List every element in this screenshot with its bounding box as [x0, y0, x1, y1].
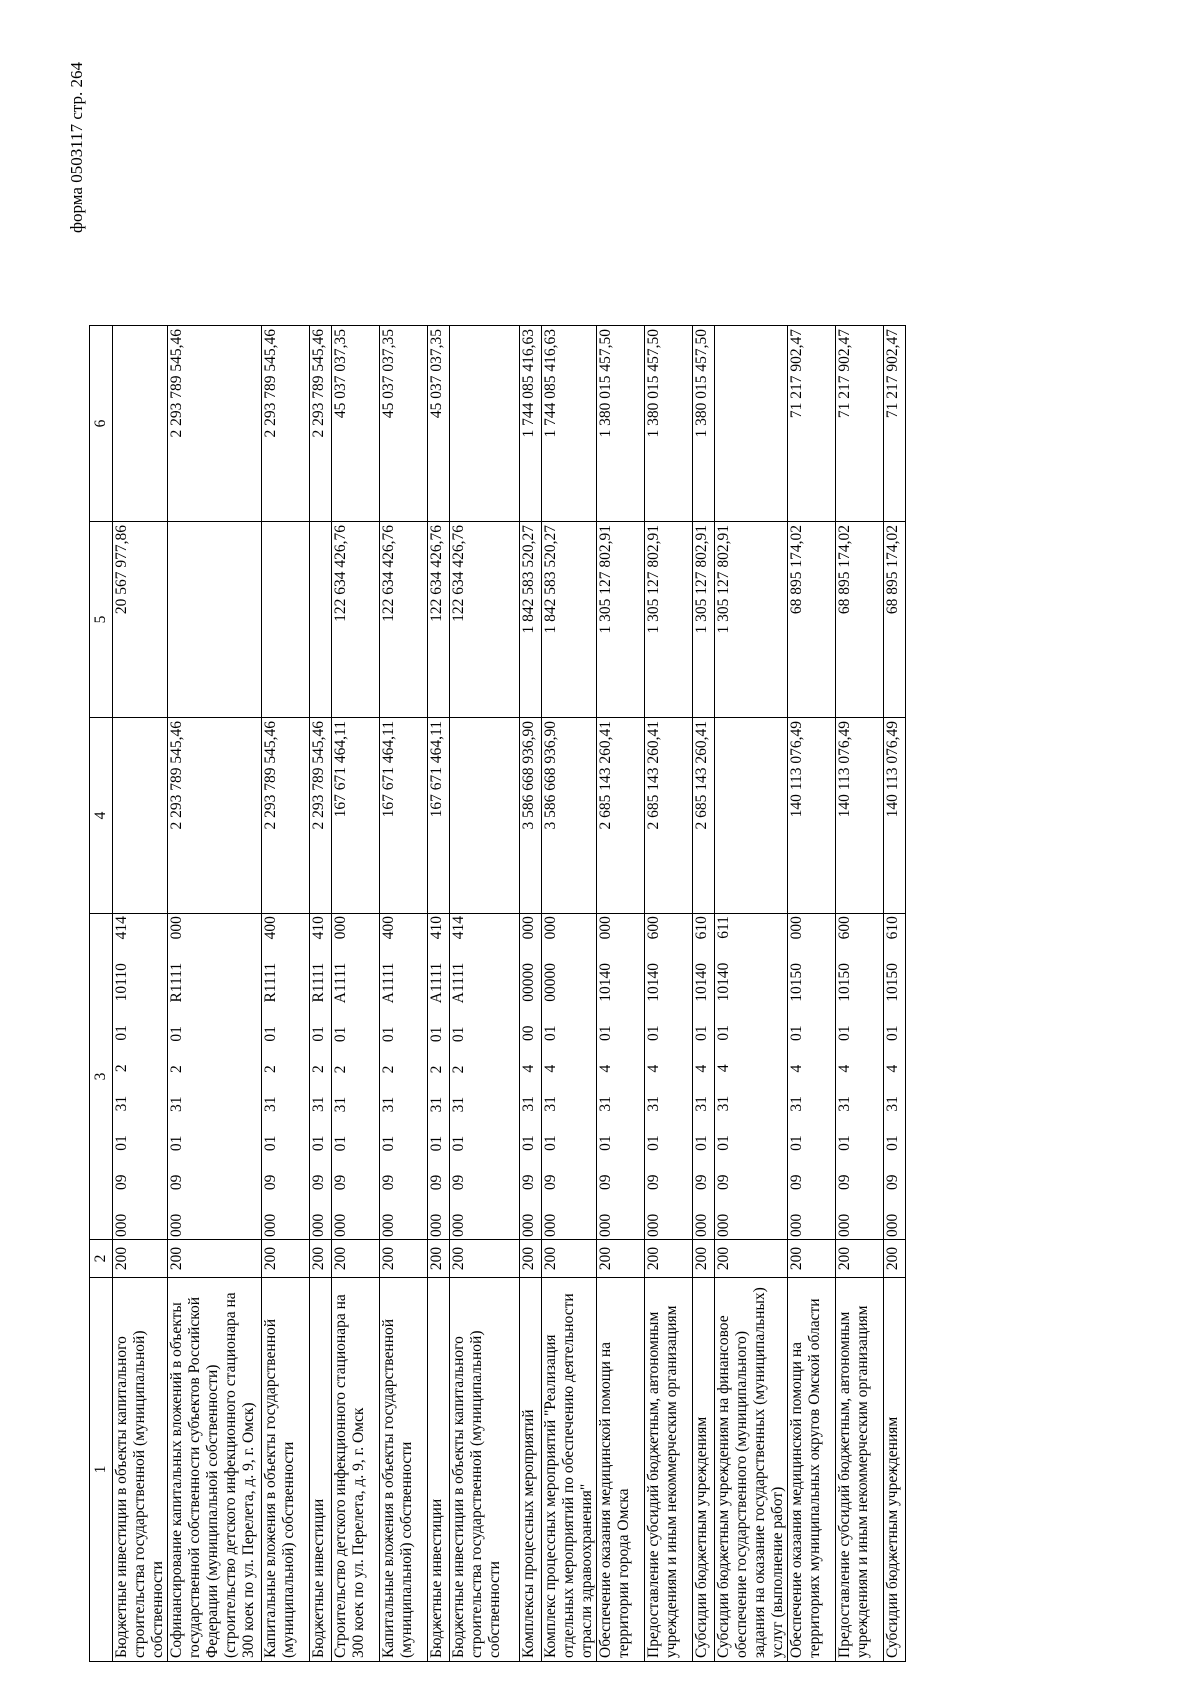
budget-code-part: 09: [645, 1174, 662, 1191]
budget-code-part: 31: [884, 1096, 901, 1112]
column-header-row: [90, 326, 113, 1662]
budget-code-part: 31: [693, 1096, 710, 1112]
row-approved-cell: 3 586 668 936,90: [542, 718, 597, 914]
budget-code-part: 01: [168, 1026, 185, 1042]
row-unexecuted-cell: 2 293 789 545,46: [310, 326, 332, 522]
budget-code-part: 31: [262, 1096, 279, 1113]
budget-code-part: 000: [168, 1213, 185, 1237]
budget-code: [884, 916, 902, 1237]
row-name-cell: Субсидии бюджетным учреждениям на финансовое обеспечение государственного (муниципального) задания на оказание государственных (муниципальных) услуг (выполнение работ): [715, 1278, 788, 1662]
budget-code-part: 31: [645, 1096, 662, 1112]
row-unexecuted-cell: [450, 326, 520, 522]
row-unexecuted-cell: 71 217 902,47: [884, 326, 906, 522]
row-approved-cell: 167 671 464,11: [332, 718, 380, 914]
budget-code-part: 09: [450, 1174, 467, 1191]
budget-code-part: 09: [332, 1174, 349, 1191]
budget-code-part: 000: [597, 1213, 614, 1237]
table-row: [884, 326, 906, 1662]
row-line-code-cell: 200: [836, 1240, 884, 1278]
row-approved-cell: [113, 718, 168, 914]
budget-code-part: 31: [450, 1096, 467, 1113]
budget-code: [788, 916, 806, 1237]
budget-code-part: 01: [836, 1025, 853, 1041]
budget-code-part: A1111: [332, 962, 349, 1004]
budget-code-part: 000: [542, 916, 559, 940]
budget-code-part: 10140: [597, 963, 614, 1002]
row-name-cell: Комплекс процессных мероприятий "Реализация отдельных мероприятий по обеспечению деятельности отрасли здравоохранения": [542, 1278, 597, 1662]
row-approved-cell: 140 113 076,49: [884, 718, 906, 914]
row-executed-cell: 68 895 174,02: [788, 522, 836, 718]
budget-code-part: A1111: [428, 962, 445, 1004]
budget-code-part: 01: [520, 1135, 537, 1151]
row-budget-code-cell: [715, 914, 788, 1240]
budget-code-part: 01: [262, 1026, 279, 1042]
budget-code-part: 10110: [113, 963, 130, 1002]
row-approved-cell: 167 671 464,11: [380, 718, 428, 914]
budget-code-part: 01: [310, 1026, 327, 1042]
budget-code-part: 01: [836, 1135, 853, 1151]
budget-code-part: 000: [428, 1213, 445, 1237]
budget-code-part: 31: [597, 1096, 614, 1112]
budget-code-part: 400: [380, 916, 397, 940]
table-row: [597, 326, 645, 1662]
row-unexecuted-cell: 45 037 037,35: [380, 326, 428, 522]
budget-code-part: A1111: [380, 962, 397, 1004]
budget-code-part: 000: [836, 1213, 853, 1237]
budget-code-part: 2: [428, 1065, 445, 1074]
row-executed-cell: 1 305 127 802,91: [693, 522, 715, 718]
budget-code-part: 414: [450, 916, 467, 940]
budget-code-part: 09: [113, 1174, 130, 1190]
budget-code-part: 01: [597, 1025, 614, 1041]
row-budget-code-cell: [836, 914, 884, 1240]
budget-code-part: 09: [310, 1174, 327, 1191]
row-unexecuted-cell: 1 380 015 457,50: [597, 326, 645, 522]
row-unexecuted-cell: 2 293 789 545,46: [168, 326, 262, 522]
budget-code-part: 000: [113, 1213, 130, 1237]
budget-code-part: 611: [715, 916, 732, 939]
budget-code-part: 000: [884, 1213, 901, 1237]
row-name-cell: Бюджетные инвестиции: [310, 1278, 332, 1662]
row-executed-cell: 68 895 174,02: [884, 522, 906, 718]
table-row: [693, 326, 715, 1662]
row-name-cell: Бюджетные инвестиции: [428, 1278, 450, 1662]
budget-code: [262, 916, 280, 1237]
budget-code-part: 4: [715, 1064, 732, 1073]
row-line-code-cell: 200: [788, 1240, 836, 1278]
budget-code: [520, 916, 538, 1237]
budget-code-part: 2: [113, 1064, 130, 1073]
row-approved-cell: 167 671 464,11: [428, 718, 450, 914]
row-line-code-cell: 200: [262, 1240, 310, 1278]
budget-code: [597, 916, 615, 1237]
budget-code-part: 01: [332, 1026, 349, 1043]
row-name-cell: Капитальные вложения в объекты государственной (муниципальной) собственности: [262, 1278, 310, 1662]
row-line-code-cell: 200: [168, 1240, 262, 1278]
form-label: форма 0503117 стр. 264: [67, 62, 86, 233]
row-approved-cell: 3 586 668 936,90: [520, 718, 542, 914]
budget-code-part: 410: [310, 916, 327, 940]
budget-code-part: 610: [884, 916, 901, 940]
budget-code-part: 000: [693, 1213, 710, 1237]
row-budget-code-cell: [310, 914, 332, 1240]
budget-code-part: 31: [788, 1096, 805, 1112]
row-name-cell: Капитальные вложения в объекты государственной (муниципальной) собственности: [380, 1278, 428, 1662]
row-line-code-cell: 200: [715, 1240, 788, 1278]
budget-code-part: 09: [262, 1174, 279, 1191]
budget-code-part: 600: [836, 916, 853, 940]
budget-code-part: 410: [428, 916, 445, 940]
budget-code-part: 610: [693, 916, 710, 940]
row-unexecuted-cell: 2 293 789 545,46: [262, 326, 310, 522]
table-row: [520, 326, 542, 1662]
budget-code-part: 4: [836, 1064, 853, 1073]
budget-code: [715, 916, 733, 1237]
budget-code-part: 09: [788, 1174, 805, 1191]
budget-code-part: 09: [520, 1174, 537, 1191]
row-line-code-cell: 200: [310, 1240, 332, 1278]
budget-code-part: R1111: [310, 962, 327, 1003]
budget-code: [380, 916, 398, 1237]
row-approved-cell: 140 113 076,49: [788, 718, 836, 914]
row-budget-code-cell: [450, 914, 520, 1240]
row-budget-code-cell: [520, 914, 542, 1240]
budget-code-part: 01: [113, 1025, 130, 1041]
budget-code-part: 2: [332, 1065, 349, 1074]
row-executed-cell: 20 567 977,86: [113, 522, 168, 718]
budget-code-part: 000: [450, 1213, 467, 1237]
table-row: [645, 326, 693, 1662]
row-approved-cell: 2 685 143 260,41: [645, 718, 693, 914]
row-executed-cell: [168, 522, 262, 718]
budget-code: [168, 916, 186, 1237]
budget-code-part: 4: [788, 1064, 805, 1073]
budget-code-part: 000: [332, 916, 349, 940]
budget-code-part: 000: [542, 1213, 559, 1237]
row-approved-cell: 140 113 076,49: [836, 718, 884, 914]
budget-code-part: 01: [113, 1135, 130, 1151]
budget-code-part: 01: [693, 1025, 710, 1041]
budget-code-part: 31: [168, 1096, 185, 1113]
row-unexecuted-cell: [113, 326, 168, 522]
budget-code-part: 09: [597, 1174, 614, 1191]
table-row: [836, 326, 884, 1662]
row-unexecuted-cell: 45 037 037,35: [332, 326, 380, 522]
row-name-cell: Субсидии бюджетным учреждениям: [693, 1278, 715, 1662]
budget-code-part: 4: [542, 1064, 559, 1073]
row-budget-code-cell: [168, 914, 262, 1240]
budget-code-part: 09: [542, 1174, 559, 1191]
budget-code-part: 31: [310, 1096, 327, 1113]
budget-code-part: 01: [884, 1025, 901, 1041]
budget-code-part: 400: [262, 916, 279, 940]
table-body: [113, 326, 906, 1662]
table-row: [715, 326, 788, 1662]
budget-code-part: R1111: [168, 962, 185, 1003]
budget-code-part: 10140: [693, 963, 710, 1002]
budget-code-part: 01: [332, 1135, 349, 1152]
budget-code-part: 01: [597, 1135, 614, 1151]
budget-code-part: 01: [645, 1025, 662, 1041]
budget-code-part: 00000: [542, 963, 559, 1002]
row-approved-cell: 2 293 789 545,46: [262, 718, 310, 914]
budget-code: [542, 916, 560, 1237]
row-budget-code-cell: [113, 914, 168, 1240]
row-line-code-cell: 200: [645, 1240, 693, 1278]
row-line-code-cell: 200: [693, 1240, 715, 1278]
budget-code-part: 01: [788, 1025, 805, 1041]
budget-code-part: 01: [884, 1135, 901, 1151]
budget-code-part: 01: [428, 1026, 445, 1043]
budget-code-part: 01: [450, 1135, 467, 1152]
budget-code-part: 600: [645, 916, 662, 940]
budget-code-part: 01: [380, 1135, 397, 1152]
row-executed-cell: 122 634 426,76: [380, 522, 428, 718]
row-executed-cell: 1 305 127 802,91: [597, 522, 645, 718]
budget-code-part: 10140: [645, 963, 662, 1002]
budget-code: [332, 916, 350, 1237]
row-line-code-cell: 200: [380, 1240, 428, 1278]
row-line-code-cell: 200: [884, 1240, 906, 1278]
row-unexecuted-cell: 45 037 037,35: [428, 326, 450, 522]
row-approved-cell: 2 685 143 260,41: [597, 718, 645, 914]
budget-code: [450, 916, 468, 1237]
row-budget-code-cell: [597, 914, 645, 1240]
budget-code-part: 09: [380, 1174, 397, 1191]
table-row: [380, 326, 428, 1662]
row-executed-cell: [262, 522, 310, 718]
table-row: [113, 326, 168, 1662]
budget-code-part: 00000: [520, 963, 537, 1002]
row-unexecuted-cell: 1 744 085 416,63: [542, 326, 597, 522]
budget-code-part: 01: [428, 1135, 445, 1152]
row-line-code-cell: 200: [542, 1240, 597, 1278]
row-budget-code-cell: [380, 914, 428, 1240]
table-row: [262, 326, 310, 1662]
row-approved-cell: [715, 718, 788, 914]
row-budget-code-cell: [645, 914, 693, 1240]
table-row: [168, 326, 262, 1662]
row-approved-cell: 2 293 789 545,46: [310, 718, 332, 914]
row-unexecuted-cell: 1 380 015 457,50: [693, 326, 715, 522]
table-row: [788, 326, 836, 1662]
budget-code-part: 09: [428, 1174, 445, 1191]
row-line-code-cell: 200: [113, 1240, 168, 1278]
budget-code-part: 01: [542, 1025, 559, 1041]
budget-code-part: 31: [836, 1096, 853, 1112]
row-name-cell: Обеспечение оказания медицинской помощи на территориях муниципальных округов Омской области: [788, 1278, 836, 1662]
column-header: 3: [90, 914, 113, 1240]
rotated-landscape-sheet: [69, 62, 1169, 1662]
budget-code-part: 00: [520, 1025, 537, 1041]
budget-code: [693, 916, 711, 1237]
row-executed-cell: 68 895 174,02: [836, 522, 884, 718]
row-name-cell: Предоставление субсидий бюджетным, автономным учреждениям и иным некоммерческим организациям: [645, 1278, 693, 1662]
budget-code-part: 10150: [884, 963, 901, 1002]
row-budget-code-cell: [788, 914, 836, 1240]
budget-code-part: 4: [884, 1064, 901, 1073]
budget-code-part: 2: [450, 1065, 467, 1074]
row-approved-cell: [450, 718, 520, 914]
budget-code-part: 01: [715, 1025, 732, 1041]
row-budget-code-cell: [262, 914, 310, 1240]
row-unexecuted-cell: 71 217 902,47: [788, 326, 836, 522]
row-unexecuted-cell: 1 380 015 457,50: [645, 326, 693, 522]
budget-code-part: 31: [332, 1096, 349, 1113]
budget-code-part: A1111: [450, 962, 467, 1004]
budget-code-part: 09: [693, 1174, 710, 1191]
row-name-cell: Субсидии бюджетным учреждениям: [884, 1278, 906, 1662]
budget-code-part: 01: [788, 1135, 805, 1151]
budget-code-part: 000: [520, 916, 537, 940]
budget-code-part: 31: [542, 1096, 559, 1112]
row-line-code-cell: 200: [428, 1240, 450, 1278]
row-name-cell: Предоставление субсидий бюджетным, автономным учреждениям и иным некоммерческим организациям: [836, 1278, 884, 1662]
table-row: [542, 326, 597, 1662]
budget-code-part: 4: [597, 1064, 614, 1073]
row-executed-cell: 1 842 583 520,27: [520, 522, 542, 718]
row-name-cell: Софинансирование капитальных вложений в объекты государственной собственности субъектов Российской Федерации (муниципальной собственности) (строительство детского инфекционного стационара на 300 коек по ул. Перелета, д. 9, г. Омск): [168, 1278, 262, 1662]
budget-code-part: 000: [788, 1213, 805, 1237]
budget-code-part: 31: [113, 1095, 130, 1112]
row-line-code-cell: 200: [520, 1240, 542, 1278]
row-unexecuted-cell: 71 217 902,47: [836, 326, 884, 522]
column-header: 2: [90, 1240, 113, 1278]
budget-code-part: 09: [715, 1174, 732, 1190]
row-name-cell: Бюджетные инвестиции в объекты капитального строительства государственной (муниципальной) собственности: [113, 1278, 168, 1662]
row-budget-code-cell: [693, 914, 715, 1240]
budget-code-part: 4: [520, 1064, 537, 1073]
row-executed-cell: 1 305 127 802,91: [645, 522, 693, 718]
row-executed-cell: [310, 522, 332, 718]
budget-code-part: 01: [645, 1135, 662, 1151]
row-name-cell: Бюджетные инвестиции в объекты капитального строительства государственной (муниципальной) собственности: [450, 1278, 520, 1662]
budget-code-part: 01: [693, 1135, 710, 1151]
budget-code-part: 000: [310, 1213, 327, 1237]
row-executed-cell: 122 634 426,76: [450, 522, 520, 718]
budget-code-part: 09: [836, 1174, 853, 1191]
budget-code-part: 01: [262, 1135, 279, 1152]
budget-code-part: 414: [113, 916, 130, 940]
row-name-cell: Обеспечение оказания медицинской помощи на территории города Омска: [597, 1278, 645, 1662]
row-executed-cell: 122 634 426,76: [428, 522, 450, 718]
row-unexecuted-cell: 1 744 085 416,63: [520, 326, 542, 522]
budget-code: [113, 916, 131, 1237]
row-executed-cell: 122 634 426,76: [332, 522, 380, 718]
budget-code-part: 2: [262, 1065, 279, 1073]
column-header: 6: [90, 326, 113, 522]
budget-code-part: 000: [520, 1213, 537, 1237]
table-row: [310, 326, 332, 1662]
budget-code-part: 4: [645, 1064, 662, 1073]
budget-code: [645, 916, 663, 1237]
budget-code-part: 09: [884, 1174, 901, 1191]
budget-code-part: 2: [380, 1065, 397, 1074]
budget-code-part: 01: [450, 1026, 467, 1043]
row-executed-cell: 1 305 127 802,91: [715, 522, 788, 718]
row-approved-cell: 2 685 143 260,41: [693, 718, 715, 914]
row-budget-code-cell: [428, 914, 450, 1240]
row-name-cell: Комплексы процессных мероприятий: [520, 1278, 542, 1662]
budget-code-part: 01: [715, 1135, 732, 1151]
budget-code: [310, 916, 328, 1237]
budget-code-part: 01: [542, 1135, 559, 1151]
budget-code-part: 31: [380, 1096, 397, 1113]
budget-code-part: 09: [168, 1174, 185, 1191]
budget-code-part: 01: [168, 1135, 185, 1152]
row-approved-cell: 2 293 789 545,46: [168, 718, 262, 914]
budget-code-part: 000: [262, 1213, 279, 1237]
row-line-code-cell: 200: [332, 1240, 380, 1278]
row-budget-code-cell: [332, 914, 380, 1240]
budget-code-part: R1111: [262, 962, 279, 1003]
budget-code-part: 000: [168, 916, 185, 940]
budget-code-part: 01: [310, 1135, 327, 1152]
row-name-cell: Строительство детского инфекционного стационара на 300 коек по ул. Перелета, д. 9, г. Омск: [332, 1278, 380, 1662]
budget-code-part: 01: [380, 1026, 397, 1043]
budget-code-part: 10150: [836, 963, 853, 1002]
table-row: [332, 326, 380, 1662]
column-header: 1: [90, 1278, 113, 1662]
budget-code: [836, 916, 854, 1237]
budget-code-part: 10150: [788, 963, 805, 1002]
budget-code-part: 2: [310, 1065, 327, 1073]
table-row: [450, 326, 520, 1662]
budget-code-part: 4: [693, 1064, 710, 1073]
budget-code-part: 000: [380, 1213, 397, 1237]
budget-code-part: 31: [428, 1096, 445, 1113]
budget-report-table: [89, 325, 906, 1662]
budget-code-part: 000: [597, 916, 614, 940]
budget-code-part: 2: [168, 1065, 185, 1073]
row-line-code-cell: 200: [450, 1240, 520, 1278]
budget-code-part: 31: [715, 1095, 732, 1112]
row-budget-code-cell: [542, 914, 597, 1240]
budget-code-part: 10140: [715, 962, 732, 1002]
column-header: 4: [90, 718, 113, 914]
budget-code-part: 000: [645, 1213, 662, 1237]
column-header: 5: [90, 522, 113, 718]
row-executed-cell: 1 842 583 520,27: [542, 522, 597, 718]
budget-code-part: 000: [332, 1213, 349, 1237]
budget-code: [428, 916, 446, 1237]
budget-code-part: 000: [715, 1213, 732, 1237]
budget-code-part: 31: [520, 1096, 537, 1112]
row-budget-code-cell: [884, 914, 906, 1240]
table-row: [428, 326, 450, 1662]
budget-code-part: 000: [788, 916, 805, 940]
row-line-code-cell: 200: [597, 1240, 645, 1278]
row-unexecuted-cell: [715, 326, 788, 522]
